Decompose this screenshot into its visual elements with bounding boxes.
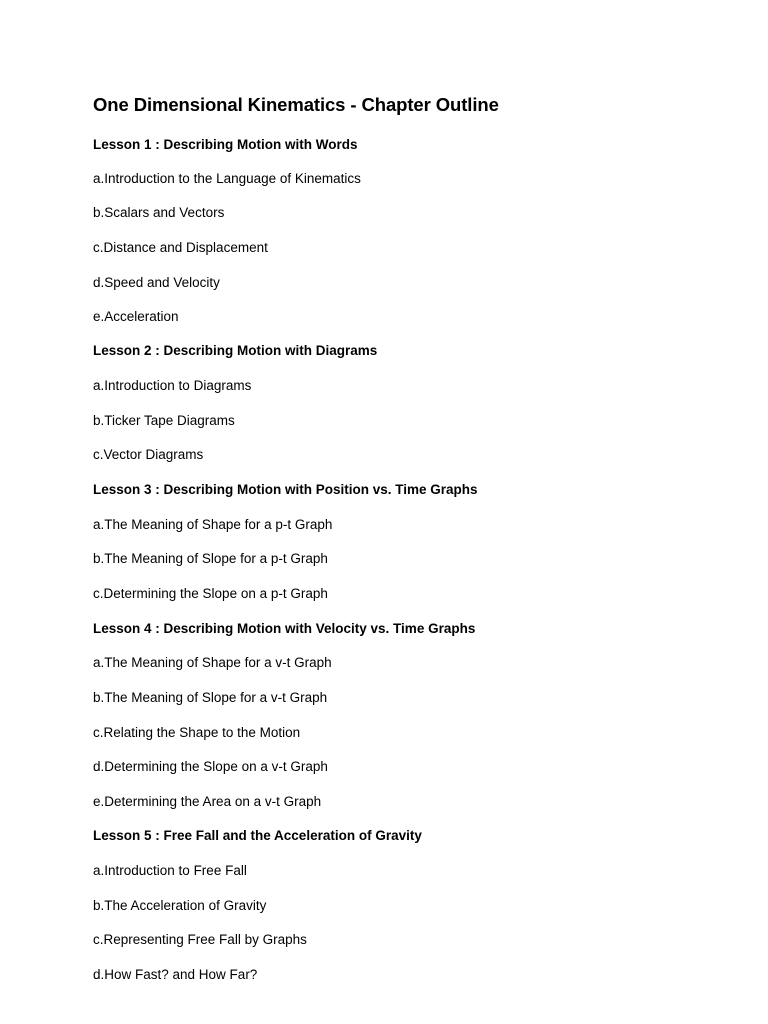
page-title: One Dimensional Kinematics - Chapter Outline (93, 94, 499, 115)
lesson-heading: Lesson 1 : Describing Motion with Words (93, 137, 358, 152)
outline-item: a.The Meaning of Shape for a p-t Graph (93, 517, 333, 532)
outline-item: b.The Meaning of Slope for a p-t Graph (93, 551, 328, 566)
outline-item: a.Introduction to Diagrams (93, 378, 252, 393)
outline-item: d.How Fast? and How Far? (93, 967, 258, 982)
lesson-heading: Lesson 3 : Describing Motion with Position vs. Time Graphs (93, 482, 478, 497)
outline-item: a.Introduction to the Language of Kinematics (93, 171, 361, 186)
outline-item: c.Distance and Displacement (93, 240, 268, 255)
outline-item: d.Determining the Slope on a v-t Graph (93, 759, 328, 774)
lesson-heading: Lesson 5 : Free Fall and the Acceleration of Gravity (93, 828, 422, 843)
outline-item: e.Acceleration (93, 309, 179, 324)
outline-item: c.Representing Free Fall by Graphs (93, 932, 307, 947)
outline-item: b.The Meaning of Slope for a v-t Graph (93, 690, 328, 705)
outline-item: b.Ticker Tape Diagrams (93, 413, 235, 428)
lesson-heading: Lesson 4 : Describing Motion with Velocity vs. Time Graphs (93, 621, 476, 636)
outline-item: a.Introduction to Free Fall (93, 863, 247, 878)
outline-item: b.Scalars and Vectors (93, 205, 225, 220)
outline-item: a.The Meaning of Shape for a v-t Graph (93, 655, 332, 670)
outline-item: b.The Acceleration of Gravity (93, 898, 267, 913)
outline-item: c.Determining the Slope on a p-t Graph (93, 586, 328, 601)
outline-item: c.Relating the Shape to the Motion (93, 725, 301, 740)
outline-item: e.Determining the Area on a v-t Graph (93, 794, 322, 809)
lesson-heading: Lesson 2 : Describing Motion with Diagrams (93, 343, 378, 358)
outline-item: d.Speed and Velocity (93, 275, 220, 290)
outline-item: c.Vector Diagrams (93, 447, 204, 462)
